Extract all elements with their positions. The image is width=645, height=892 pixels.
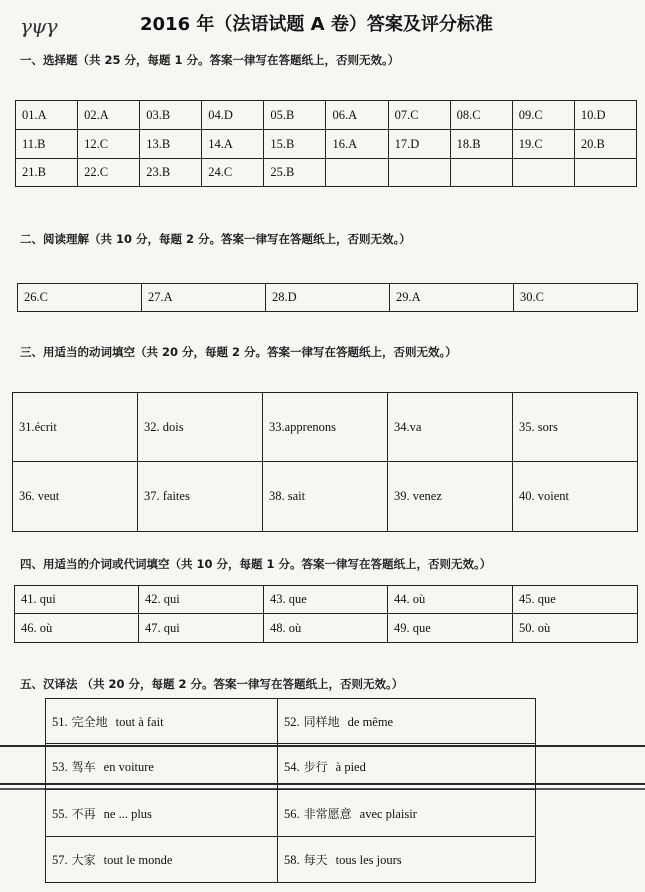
answer-cell: 41. qui xyxy=(15,586,139,614)
item-number: 54. xyxy=(284,760,300,774)
answer-cell: 22.C xyxy=(78,159,140,187)
item-number: 52. xyxy=(284,714,300,729)
answer-cell xyxy=(512,159,574,187)
answer-cell: 33.apprenons xyxy=(263,393,388,462)
answer-cell: 06.A xyxy=(326,101,388,130)
translation-cell xyxy=(46,699,278,744)
chinese-term: 驾车 xyxy=(71,760,96,774)
answer-cell: 01.A xyxy=(16,101,78,130)
table-row xyxy=(16,159,637,187)
answer-cell: 24.C xyxy=(202,159,264,187)
item-number: 58. xyxy=(284,853,300,867)
answer-cell: 16.A xyxy=(326,130,388,159)
page-title: 2016 年（法语试题 A 卷）答案及评分标准 xyxy=(140,14,493,35)
handwritten-mark: γψγ xyxy=(20,14,57,38)
translation-cell xyxy=(278,837,536,883)
item-number: 55. xyxy=(52,806,68,821)
item-number: 51. xyxy=(52,714,68,729)
french-answer: tous les jours xyxy=(335,853,402,867)
french-answer: tout le monde xyxy=(103,853,173,867)
chinese-term: 完全地 xyxy=(71,714,108,729)
french-answer: de même xyxy=(347,714,394,729)
answer-cell: 09.C xyxy=(512,101,574,130)
table-row xyxy=(46,699,536,744)
answer-cell: 14.A xyxy=(202,130,264,159)
answer-cell: 44. où xyxy=(388,586,513,614)
section-1-heading: 一、选择题（共 25 分，每题 1 分。答案一律写在答题纸上，否则无效。） xyxy=(20,53,400,67)
answer-cell xyxy=(450,159,512,187)
answer-cell: 23.B xyxy=(140,159,202,187)
section-2-heading: 二、阅读理解（共 10 分，每题 2 分。答案一律写在答题纸上，否则无效。） xyxy=(20,232,411,246)
item-number: 56. xyxy=(284,806,300,821)
answer-cell: 29.A xyxy=(390,284,514,312)
answer-cell: 31.écrit xyxy=(13,393,138,462)
french-answer: ne ... plus xyxy=(103,806,152,821)
answer-cell: 27.A xyxy=(142,284,266,312)
translation-cell xyxy=(278,699,536,744)
answer-cell xyxy=(574,159,636,187)
translation-cell xyxy=(46,790,278,837)
table-row xyxy=(46,744,536,790)
answer-cell: 10.D xyxy=(574,101,636,130)
answer-cell: 15.B xyxy=(264,130,326,159)
answer-cell: 25.B xyxy=(264,159,326,187)
answer-cell xyxy=(326,159,388,187)
french-answer: en voiture xyxy=(103,760,154,774)
answer-cell: 34.va xyxy=(388,393,513,462)
section-3-table xyxy=(12,392,638,532)
answer-cell: 28.D xyxy=(266,284,390,312)
answer-cell: 50. où xyxy=(513,614,638,643)
answer-cell: 49. que xyxy=(388,614,513,643)
answer-cell: 08.C xyxy=(450,101,512,130)
section-5-table xyxy=(45,698,536,883)
answer-cell: 02.A xyxy=(78,101,140,130)
translation-cell xyxy=(278,744,536,790)
chinese-term: 步行 xyxy=(303,760,328,774)
section-4-heading: 四、用适当的介词或代词填空（共 10 分，每题 1 分。答案一律写在答题纸上，否则无效。） xyxy=(20,557,492,571)
section-2-table xyxy=(17,283,638,312)
answer-cell: 12.C xyxy=(78,130,140,159)
answer-cell: 04.D xyxy=(202,101,264,130)
french-answer: à pied xyxy=(335,760,366,774)
answer-cell: 03.B xyxy=(140,101,202,130)
answer-cell: 30.C xyxy=(514,284,638,312)
answer-cell: 07.C xyxy=(388,101,450,130)
section-1-table xyxy=(15,100,637,187)
answer-cell: 35. sors xyxy=(513,393,638,462)
answer-cell: 13.B xyxy=(140,130,202,159)
translation-cell xyxy=(46,837,278,883)
french-answer: tout à fait xyxy=(115,714,164,729)
answer-cell: 45. que xyxy=(513,586,638,614)
answer-cell xyxy=(388,159,450,187)
answer-cell: 48. où xyxy=(264,614,388,643)
answer-cell: 32. dois xyxy=(138,393,263,462)
translation-cell xyxy=(278,790,536,837)
answer-cell: 26.C xyxy=(18,284,142,312)
french-answer: avec plaisir xyxy=(359,806,417,821)
table-row xyxy=(46,790,536,837)
table-row xyxy=(13,393,638,462)
table-row xyxy=(46,837,536,883)
table-row xyxy=(16,101,637,130)
chinese-term: 每天 xyxy=(303,853,328,867)
answer-cell: 11.B xyxy=(16,130,78,159)
chinese-term: 不再 xyxy=(71,806,96,821)
answer-cell: 42. qui xyxy=(139,586,264,614)
section-3-heading: 三、用适当的动词填空（共 20 分，每题 2 分。答案一律写在答题纸上，否则无效。） xyxy=(20,345,457,359)
answer-cell: 21.B xyxy=(16,159,78,187)
answer-cell: 37. faites xyxy=(138,462,263,532)
answer-cell: 20.B xyxy=(574,130,636,159)
answer-cell: 38. sait xyxy=(263,462,388,532)
answer-cell: 18.B xyxy=(450,130,512,159)
table-row xyxy=(13,462,638,532)
answer-cell: 39. venez xyxy=(388,462,513,532)
chinese-term: 大家 xyxy=(71,853,96,867)
section-5-heading: 五、汉译法 （共 20 分，每题 2 分。答案一律写在答题纸上，否则无效。） xyxy=(20,677,404,691)
answer-cell: 40. voient xyxy=(513,462,638,532)
answer-cell: 36. veut xyxy=(13,462,138,532)
answer-cell: 17.D xyxy=(388,130,450,159)
table-row xyxy=(16,130,637,159)
item-number: 53. xyxy=(52,760,68,774)
answer-cell: 05.B xyxy=(264,101,326,130)
translation-cell xyxy=(46,744,278,790)
answer-cell: 46. où xyxy=(15,614,139,643)
table-row xyxy=(15,614,638,643)
answer-cell: 43. que xyxy=(264,586,388,614)
chinese-term: 同样地 xyxy=(303,714,340,729)
chinese-term: 非常愿意 xyxy=(303,806,352,821)
answer-cell: 19.C xyxy=(512,130,574,159)
item-number: 57. xyxy=(52,853,68,867)
answer-cell: 47. qui xyxy=(139,614,264,643)
table-row xyxy=(18,284,638,312)
table-row xyxy=(15,586,638,614)
section-4-table xyxy=(14,585,638,643)
